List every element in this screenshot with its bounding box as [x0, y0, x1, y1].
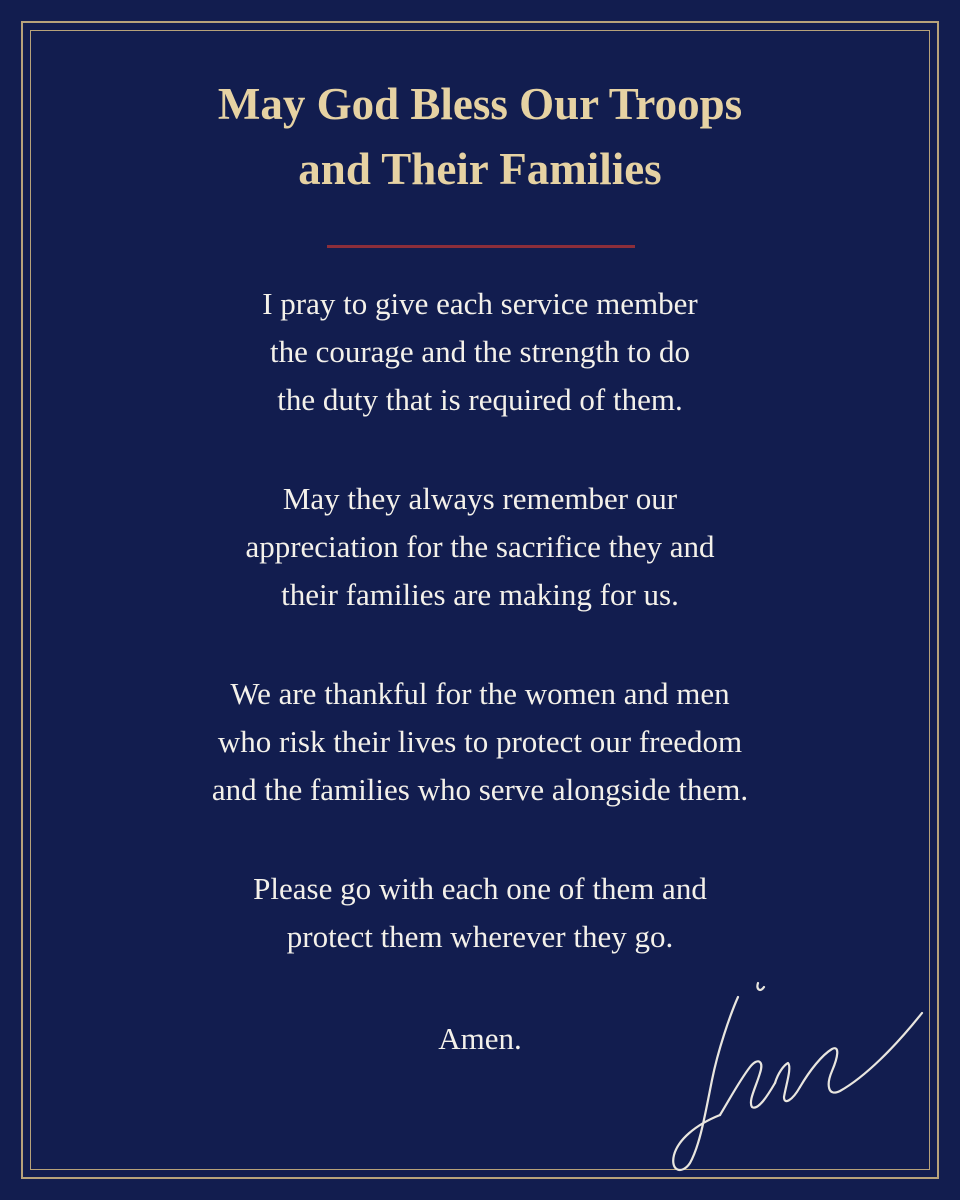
paragraph-line: Please go with each one of them and [253, 871, 707, 906]
title-divider [327, 245, 635, 248]
title-line-1: May God Bless Our Troops [217, 79, 743, 129]
title-line-2: and Their Families [298, 144, 662, 194]
paragraph-1 [0, 280, 960, 424]
page-title [0, 72, 960, 202]
signature-icon [660, 975, 930, 1175]
paragraph-line: I pray to give each service member [262, 286, 698, 321]
paragraph-line: and the families who serve alongside them. [211, 772, 749, 807]
paragraph-line: protect them wherever they go. [286, 919, 674, 954]
closing-amen: Amen. [438, 1021, 522, 1056]
paragraph-line: the duty that is required of them. [277, 382, 683, 417]
paragraph-4 [0, 865, 960, 961]
paragraph-2 [0, 475, 960, 619]
paragraph-line: the courage and the strength to do [269, 334, 691, 369]
paragraph-line: their families are making for us. [281, 577, 679, 612]
paragraph-3 [0, 670, 960, 814]
paragraph-line: appreciation for the sacrifice they and [245, 529, 715, 564]
paragraph-line: We are thankful for the women and men [230, 676, 730, 711]
paragraph-line: May they always remember our [282, 481, 678, 516]
paragraph-line: who risk their lives to protect our freedom [217, 724, 743, 759]
